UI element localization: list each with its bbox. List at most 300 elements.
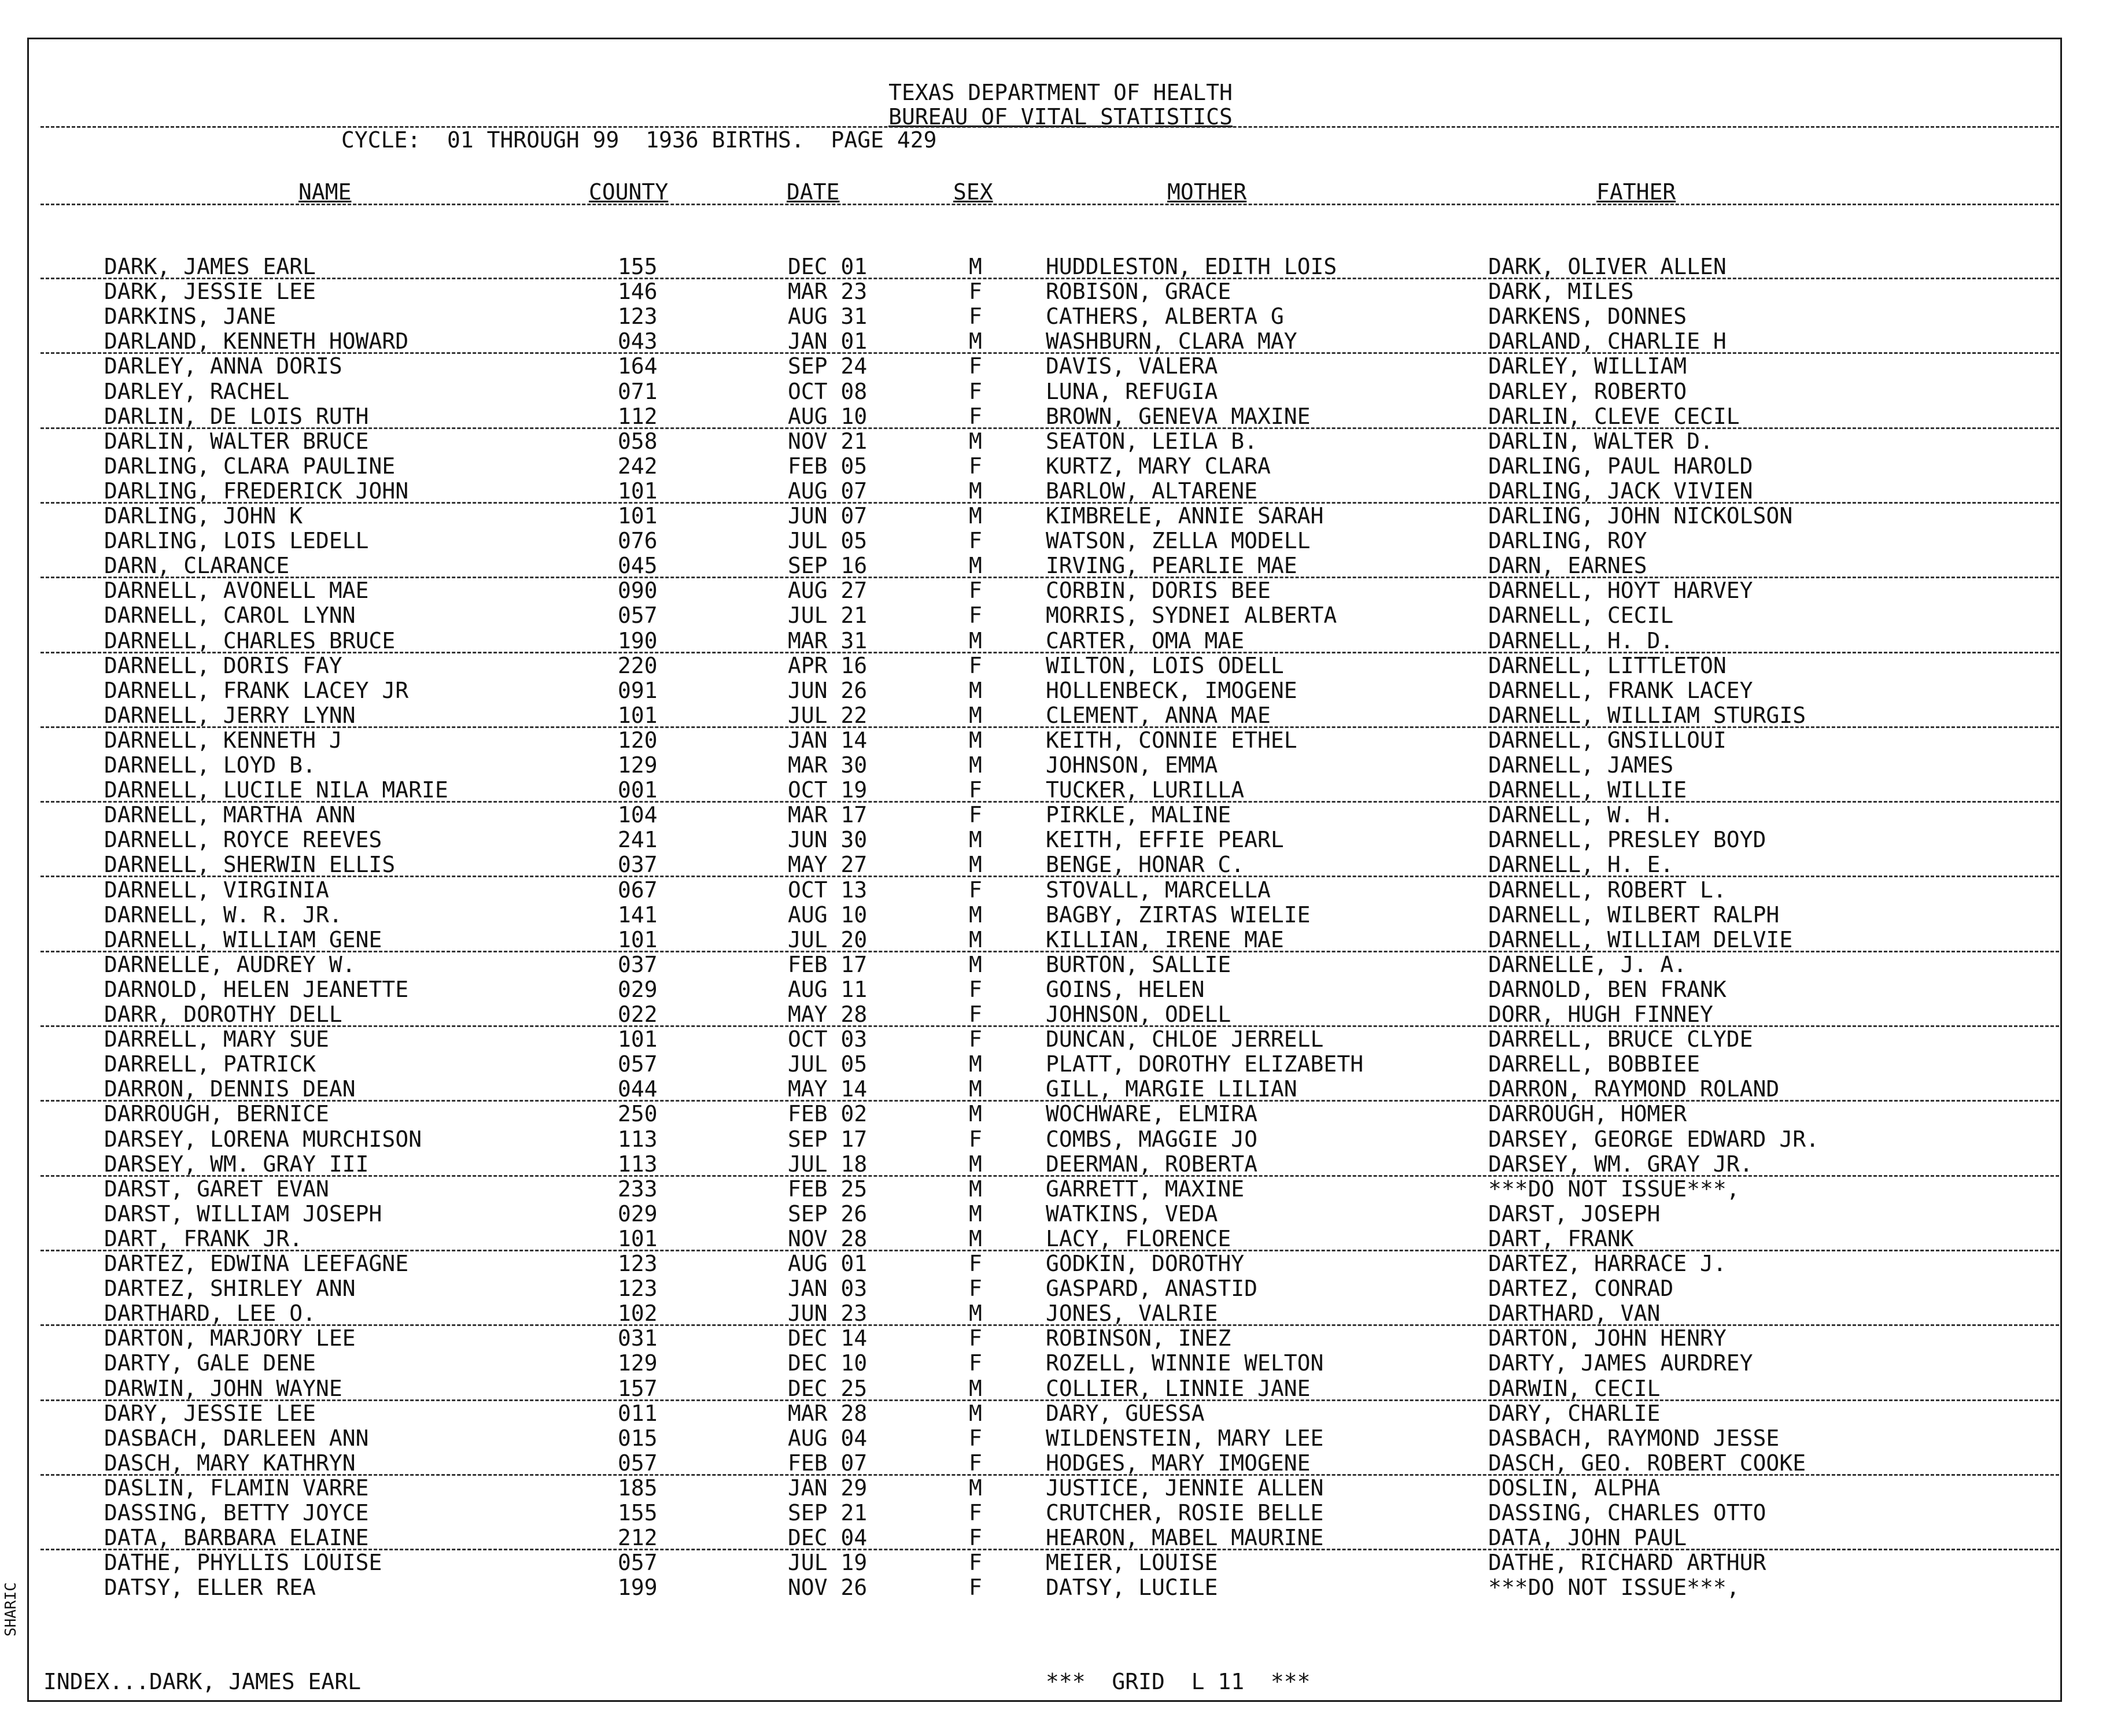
cell-sex: M: [969, 926, 982, 952]
cell-name: DARNELL, LUCILE NILA MARIE: [104, 777, 448, 803]
cell-sex: F: [969, 976, 982, 1002]
cell-mother: CARTER, OMA MAE: [1046, 627, 1245, 653]
cell-mother: GODKIN, DOROTHY: [1046, 1251, 1245, 1276]
cell-mother: JOHNSON, EMMA: [1046, 752, 1218, 778]
cell-sex: M: [969, 1076, 982, 1102]
table-row: [0, 852, 2121, 877]
cell-mother: BENGE, HONAR C.: [1046, 852, 1245, 878]
cell-father: DARNELL, WILBERT RALPH: [1488, 902, 1780, 928]
cycle-line: CYCLE: 01 THROUGH 99 1936 BIRTHS. PAGE 429: [341, 127, 937, 153]
table-row: [0, 379, 2121, 404]
cell-county: 157: [618, 1375, 658, 1401]
cell-date: JUN 26: [788, 677, 868, 703]
cell-sex: M: [969, 1400, 982, 1426]
table-row: [0, 279, 2121, 304]
cell-mother: HOLLENBECK, IMOGENE: [1046, 677, 1297, 703]
row-separator: [40, 577, 2059, 578]
table-row: [0, 1301, 2121, 1326]
table-row: [0, 1127, 2121, 1152]
cell-county: 011: [618, 1400, 658, 1426]
cell-sex: M: [969, 1101, 982, 1127]
cell-father: DASSING, CHARLES OTTO: [1488, 1500, 1766, 1526]
cell-date: JUL 20: [788, 926, 868, 952]
cell-name: DARNELL, MARTHA ANN: [104, 802, 356, 828]
cell-father: DASBACH, RAYMOND JESSE: [1488, 1425, 1780, 1451]
cell-father: DARLEY, ROBERTO: [1488, 378, 1687, 404]
cell-county: 164: [618, 353, 658, 379]
cell-father: DARLEY, WILLIAM: [1488, 353, 1687, 379]
cell-county: 250: [618, 1101, 658, 1127]
table-row: [0, 803, 2121, 828]
cell-father: DARNELL, H. E.: [1488, 852, 1674, 878]
table-row: [0, 753, 2121, 778]
cell-date: FEB 07: [788, 1450, 868, 1476]
cell-county: 123: [618, 304, 658, 330]
cell-mother: HODGES, MARY IMOGENE: [1046, 1450, 1311, 1476]
table-row: [0, 778, 2121, 803]
cell-name: DARRELL, MARY SUE: [104, 1026, 329, 1052]
cell-sex: F: [969, 1026, 982, 1052]
cell-name: DARNELL, WILLIAM GENE: [104, 926, 382, 952]
cell-sex: F: [969, 1350, 982, 1376]
table-row: [0, 653, 2121, 678]
cell-sex: M: [969, 254, 982, 279]
cell-county: 101: [618, 702, 658, 728]
cell-county: 045: [618, 553, 658, 579]
cell-sex: F: [969, 453, 982, 479]
cell-father: DARNELL, ROBERT L.: [1488, 877, 1727, 903]
cell-sex: F: [969, 1002, 982, 1027]
index-line: INDEX...DARK, JAMES EARL: [43, 1669, 362, 1694]
cell-mother: COMBS, MAGGIE JO: [1046, 1126, 1258, 1152]
cell-mother: DUNCAN, CHLOE JERRELL: [1046, 1026, 1324, 1052]
cell-date: DEC 01: [788, 254, 868, 279]
cell-sex: M: [969, 727, 982, 753]
cell-mother: GILL, MARGIE LILIAN: [1046, 1076, 1297, 1102]
table-row: [0, 703, 2121, 728]
table-row: [0, 678, 2121, 703]
cell-sex: M: [969, 827, 982, 853]
cell-name: DARNOLD, HELEN JEANETTE: [104, 976, 409, 1002]
cell-sex: M: [969, 1301, 982, 1327]
cell-father: DARLING, JACK VIVIEN: [1488, 478, 1753, 504]
col-sex: SEX: [953, 179, 993, 205]
row-separator: [40, 1474, 2059, 1476]
cell-date: JAN 14: [788, 727, 868, 753]
cell-date: MAY 28: [788, 1002, 868, 1027]
cell-name: DARLIN, DE LOIS RUTH: [104, 403, 369, 429]
cell-sex: F: [969, 1575, 982, 1601]
table-row: [0, 1027, 2121, 1052]
col-county: COUNTY: [589, 179, 669, 205]
cell-mother: WATKINS, VEDA: [1046, 1201, 1218, 1227]
cell-date: DEC 04: [788, 1525, 868, 1551]
cell-father: DARNOLD, BEN FRANK: [1488, 976, 1727, 1002]
cell-mother: TUCKER, LURILLA: [1046, 777, 1245, 803]
cell-county: 067: [618, 877, 658, 903]
row-separator: [40, 1175, 2059, 1177]
cell-mother: JOHNSON, ODELL: [1046, 1002, 1231, 1027]
cell-county: 113: [618, 1151, 658, 1177]
table-row: [0, 454, 2121, 479]
table-row: [0, 1251, 2121, 1276]
cell-date: MAR 31: [788, 627, 868, 653]
cell-mother: MORRIS, SYDNEI ALBERTA: [1046, 603, 1337, 629]
cell-county: 076: [618, 528, 658, 554]
col-father: FATHER: [1596, 179, 1676, 205]
cell-county: 043: [618, 328, 658, 354]
cell-county: 057: [618, 603, 658, 629]
table-row: [0, 1202, 2121, 1227]
cell-date: FEB 25: [788, 1176, 868, 1202]
cell-date: AUG 10: [788, 403, 868, 429]
cell-county: 233: [618, 1176, 658, 1202]
table-row: [0, 429, 2121, 454]
cell-father: DARROUGH, HOMER: [1488, 1101, 1687, 1127]
cell-father: DARNELL, WILLIAM STURGIS: [1488, 702, 1806, 728]
cell-father: DARTY, JAMES AURDREY: [1488, 1350, 1753, 1376]
cell-sex: M: [969, 902, 982, 928]
cell-sex: F: [969, 1500, 982, 1526]
table-row: [0, 1426, 2121, 1451]
cell-date: DEC 25: [788, 1375, 868, 1401]
cell-sex: F: [969, 279, 982, 305]
cell-sex: F: [969, 304, 982, 330]
cell-name: DARLING, JOHN K: [104, 503, 303, 529]
table-row: [0, 529, 2121, 553]
cell-sex: F: [969, 1276, 982, 1302]
table-row: [0, 952, 2121, 977]
row-separator: [40, 352, 2059, 354]
cell-father: DATA, JOHN PAUL: [1488, 1525, 1687, 1551]
cell-mother: WILDENSTEIN, MARY LEE: [1046, 1425, 1324, 1451]
cell-date: JUL 22: [788, 702, 868, 728]
table-row: [0, 578, 2121, 603]
cell-sex: M: [969, 1151, 982, 1177]
cell-name: DARLING, CLARA PAULINE: [104, 453, 396, 479]
cell-date: OCT 08: [788, 378, 868, 404]
table-row: [0, 1276, 2121, 1301]
cell-father: DARNELL, W. H.: [1488, 802, 1674, 828]
cell-county: 071: [618, 378, 658, 404]
cell-mother: BARLOW, ALTARENE: [1046, 478, 1258, 504]
cell-name: DARTEZ, EDWINA LEEFAGNE: [104, 1251, 409, 1276]
cell-name: DARK, JAMES EARL: [104, 254, 316, 279]
cell-mother: BURTON, SALLIE: [1046, 951, 1231, 977]
table-row: [0, 1152, 2121, 1177]
cell-father: DARLAND, CHARLIE H: [1488, 328, 1727, 354]
cell-sex: M: [969, 951, 982, 977]
cell-father: DARSEY, GEORGE EDWARD JR.: [1488, 1126, 1819, 1152]
cell-name: DARNELL, VIRGINIA: [104, 877, 329, 903]
table-row: [0, 828, 2121, 852]
cell-mother: DATSY, LUCILE: [1046, 1575, 1218, 1601]
cell-sex: M: [969, 1225, 982, 1251]
cell-date: NOV 26: [788, 1575, 868, 1601]
cell-father: DOSLIN, ALPHA: [1488, 1475, 1661, 1501]
cell-date: MAY 27: [788, 852, 868, 878]
cell-name: DARK, JESSIE LEE: [104, 279, 316, 305]
cell-county: 102: [618, 1301, 658, 1327]
cell-sex: M: [969, 428, 982, 454]
cell-mother: KURTZ, MARY CLARA: [1046, 453, 1271, 479]
cell-mother: HUDDLESTON, EDITH LOIS: [1046, 254, 1337, 279]
cell-sex: M: [969, 752, 982, 778]
row-separator: [40, 652, 2059, 653]
row-separator: [40, 1250, 2059, 1251]
cell-county: 015: [618, 1425, 658, 1451]
cell-county: 199: [618, 1575, 658, 1601]
cell-county: 101: [618, 503, 658, 529]
cell-father: DARY, CHARLIE: [1488, 1400, 1661, 1426]
table-row: [0, 1476, 2121, 1501]
cell-father: DARKENS, DONNES: [1488, 304, 1687, 330]
cell-mother: LACY, FLORENCE: [1046, 1225, 1231, 1251]
cell-father: DARTHARD, VAN: [1488, 1301, 1661, 1327]
cell-county: 123: [618, 1276, 658, 1302]
table-row: [0, 977, 2121, 1002]
cell-father: DARNELL, H. D.: [1488, 627, 1674, 653]
cell-date: OCT 03: [788, 1026, 868, 1052]
cell-name: DARNELL, CHARLES BRUCE: [104, 627, 396, 653]
row-separator: [40, 427, 2059, 429]
cell-father: DARNELL, WILLIE: [1488, 777, 1687, 803]
cell-father: DARTEZ, CONRAD: [1488, 1276, 1674, 1302]
table-row: [0, 354, 2121, 379]
cell-date: MAR 28: [788, 1400, 868, 1426]
cell-county: 104: [618, 802, 658, 828]
cell-sex: F: [969, 603, 982, 629]
cell-county: 031: [618, 1325, 658, 1351]
cell-father: DARLIN, CLEVE CECIL: [1488, 403, 1740, 429]
table-row: [0, 479, 2121, 504]
cell-name: DARNELL, FRANK LACEY JR: [104, 677, 409, 703]
cell-father: DARNELL, PRESLEY BOYD: [1488, 827, 1766, 853]
cell-county: 090: [618, 578, 658, 604]
cell-sex: F: [969, 1251, 982, 1276]
cell-mother: SEATON, LEILA B.: [1046, 428, 1258, 454]
cell-mother: KIMBRELE, ANNIE SARAH: [1046, 503, 1324, 529]
cell-sex: F: [969, 1450, 982, 1476]
side-mark: SHARIC: [2, 1582, 20, 1637]
cell-sex: M: [969, 1201, 982, 1227]
table-row: [0, 629, 2121, 653]
table-row: [0, 329, 2121, 354]
cell-father: DARSEY, WM. GRAY JR.: [1488, 1151, 1753, 1177]
cell-date: APR 16: [788, 652, 868, 678]
cell-date: JUL 19: [788, 1550, 868, 1576]
cell-name: DARSEY, LORENA MURCHISON: [104, 1126, 422, 1152]
cell-mother: WASHBURN, CLARA MAY: [1046, 328, 1297, 354]
cell-father: DARTON, JOHN HENRY: [1488, 1325, 1727, 1351]
cell-mother: PLATT, DOROTHY ELIZABETH: [1046, 1051, 1364, 1077]
cell-father: DATHE, RICHARD ARTHUR: [1488, 1550, 1766, 1576]
cell-name: DART, FRANK JR.: [104, 1225, 303, 1251]
cell-sex: F: [969, 877, 982, 903]
table-row: [0, 1077, 2121, 1102]
cell-county: 155: [618, 254, 658, 279]
cell-county: 129: [618, 752, 658, 778]
cell-sex: F: [969, 1425, 982, 1451]
cell-mother: ROBISON, GRACE: [1046, 279, 1231, 305]
cell-mother: CLEMENT, ANNA MAE: [1046, 702, 1271, 728]
cell-county: 029: [618, 976, 658, 1002]
cell-father: DART, FRANK: [1488, 1225, 1634, 1251]
cell-date: JUL 05: [788, 528, 868, 554]
cell-sex: F: [969, 403, 982, 429]
cell-name: DARNELL, DORIS FAY: [104, 652, 342, 678]
cell-date: JUN 07: [788, 503, 868, 529]
cell-county: 146: [618, 279, 658, 305]
cell-father: DARNELLE, J. A.: [1488, 951, 1687, 977]
cell-date: JUN 23: [788, 1301, 868, 1327]
cell-mother: GARRETT, MAXINE: [1046, 1176, 1245, 1202]
cell-county: 029: [618, 1201, 658, 1227]
cell-mother: GASPARD, ANASTID: [1046, 1276, 1258, 1302]
cell-father: DARST, JOSEPH: [1488, 1201, 1661, 1227]
cell-county: 057: [618, 1450, 658, 1476]
cell-date: JUL 21: [788, 603, 868, 629]
cell-name: DARLING, LOIS LEDELL: [104, 528, 369, 554]
cell-sex: M: [969, 328, 982, 354]
cell-date: DEC 10: [788, 1350, 868, 1376]
table-row: [0, 1526, 2121, 1550]
cell-county: 242: [618, 453, 658, 479]
cell-date: FEB 02: [788, 1101, 868, 1127]
cell-mother: JUSTICE, JENNIE ALLEN: [1046, 1475, 1324, 1501]
cell-mother: DAVIS, VALERA: [1046, 353, 1218, 379]
cell-date: JAN 01: [788, 328, 868, 354]
cell-father: DARNELL, CECIL: [1488, 603, 1674, 629]
cell-father: DARWIN, CECIL: [1488, 1375, 1661, 1401]
cell-name: DASCH, MARY KATHRYN: [104, 1450, 356, 1476]
cell-date: JAN 03: [788, 1276, 868, 1302]
cell-father: DARLING, ROY: [1488, 528, 1647, 554]
cell-mother: ROZELL, WINNIE WELTON: [1046, 1350, 1324, 1376]
cell-name: DARST, WILLIAM JOSEPH: [104, 1201, 382, 1227]
row-separator: [40, 801, 2059, 803]
cell-sex: M: [969, 1475, 982, 1501]
cell-father: DARNELL, JAMES: [1488, 752, 1674, 778]
row-separator: [40, 951, 2059, 952]
cell-father: DARNELL, FRANK LACEY: [1488, 677, 1753, 703]
cell-date: OCT 13: [788, 877, 868, 903]
row-separator: [40, 1399, 2059, 1401]
table-row: [0, 404, 2121, 429]
cell-sex: F: [969, 378, 982, 404]
cell-father: DARN, EARNES: [1488, 553, 1647, 579]
cell-county: 212: [618, 1525, 658, 1551]
cell-mother: HEARON, MABEL MAURINE: [1046, 1525, 1324, 1551]
table-row: [0, 1102, 2121, 1126]
cell-mother: GOINS, HELEN: [1046, 976, 1205, 1002]
table-row: [0, 728, 2121, 753]
cell-name: DATSY, ELLER REA: [104, 1575, 316, 1601]
cell-name: DARLAND, KENNETH HOWARD: [104, 328, 409, 354]
cell-name: DARNELL, CAROL LYNN: [104, 603, 356, 629]
cell-sex: M: [969, 503, 982, 529]
row-separator: [40, 1100, 2059, 1102]
cell-sex: F: [969, 802, 982, 828]
table-row: [0, 1451, 2121, 1476]
cell-father: DARNELL, WILLIAM DELVIE: [1488, 926, 1793, 952]
cell-father: DARK, MILES: [1488, 279, 1634, 305]
cell-name: DARN, CLARANCE: [104, 553, 290, 579]
cell-county: 037: [618, 951, 658, 977]
cell-date: AUG 04: [788, 1425, 868, 1451]
cell-mother: KEITH, EFFIE PEARL: [1046, 827, 1284, 853]
cell-county: 141: [618, 902, 658, 928]
cell-date: MAR 17: [788, 802, 868, 828]
cell-county: 022: [618, 1002, 658, 1027]
table-row: [0, 504, 2121, 529]
cell-name: DARNELL, W. R. JR.: [104, 902, 342, 928]
cell-county: 037: [618, 852, 658, 878]
table-row: [0, 1052, 2121, 1077]
cell-mother: IRVING, PEARLIE MAE: [1046, 553, 1297, 579]
cell-name: DARNELL, AVONELL MAE: [104, 578, 369, 604]
cell-county: 120: [618, 727, 658, 753]
cell-sex: F: [969, 1550, 982, 1576]
cell-mother: COLLIER, LINNIE JANE: [1046, 1375, 1311, 1401]
cell-mother: BAGBY, ZIRTAS WIELIE: [1046, 902, 1311, 928]
cell-county: 241: [618, 827, 658, 853]
cell-name: DASBACH, DARLEEN ANN: [104, 1425, 369, 1451]
cell-date: JUL 05: [788, 1051, 868, 1077]
cell-county: 112: [618, 403, 658, 429]
cell-name: DARNELL, SHERWIN ELLIS: [104, 852, 396, 878]
table-row: [0, 254, 2121, 279]
cell-date: SEP 26: [788, 1201, 868, 1227]
cell-father: DARNELL, GNSILLOUI: [1488, 727, 1727, 753]
column-rule: [40, 204, 2059, 205]
cell-mother: WATSON, ZELLA MODELL: [1046, 528, 1311, 554]
table-row: [0, 603, 2121, 628]
cell-father: DARRELL, BRUCE CLYDE: [1488, 1026, 1753, 1052]
table-row: [0, 1376, 2121, 1401]
cell-sex: M: [969, 852, 982, 878]
cell-name: DARSEY, WM. GRAY III: [104, 1151, 369, 1177]
cell-date: AUG 31: [788, 304, 868, 330]
cell-father: DARLING, PAUL HAROLD: [1488, 453, 1753, 479]
cell-date: FEB 05: [788, 453, 868, 479]
grid-line: *** GRID L 11 ***: [1046, 1669, 1311, 1694]
cell-sex: F: [969, 1525, 982, 1551]
cell-father: DARNELL, LITTLETON: [1488, 652, 1727, 678]
cell-father: DARLING, JOHN NICKOLSON: [1488, 503, 1793, 529]
row-separator: [40, 278, 2059, 279]
cell-sex: F: [969, 528, 982, 554]
agency-title: TEXAS DEPARTMENT OF HEALTH: [888, 80, 1233, 105]
cell-county: 001: [618, 777, 658, 803]
cell-date: MAR 30: [788, 752, 868, 778]
col-name: NAME: [298, 179, 352, 205]
cell-name: DARLEY, RACHEL: [104, 378, 290, 404]
table-row: [0, 1351, 2121, 1376]
cell-date: SEP 24: [788, 353, 868, 379]
cell-date: AUG 11: [788, 976, 868, 1002]
cell-county: 057: [618, 1550, 658, 1576]
cell-date: MAR 23: [788, 279, 868, 305]
cell-sex: F: [969, 652, 982, 678]
cell-sex: M: [969, 1051, 982, 1077]
cell-date: JAN 29: [788, 1475, 868, 1501]
cell-name: DARWIN, JOHN WAYNE: [104, 1375, 342, 1401]
cell-father: ***DO NOT ISSUE***,: [1488, 1575, 1740, 1601]
cell-mother: JONES, VALRIE: [1046, 1301, 1218, 1327]
cell-name: DARTON, MARJORY LEE: [104, 1325, 356, 1351]
cell-county: 220: [618, 652, 658, 678]
